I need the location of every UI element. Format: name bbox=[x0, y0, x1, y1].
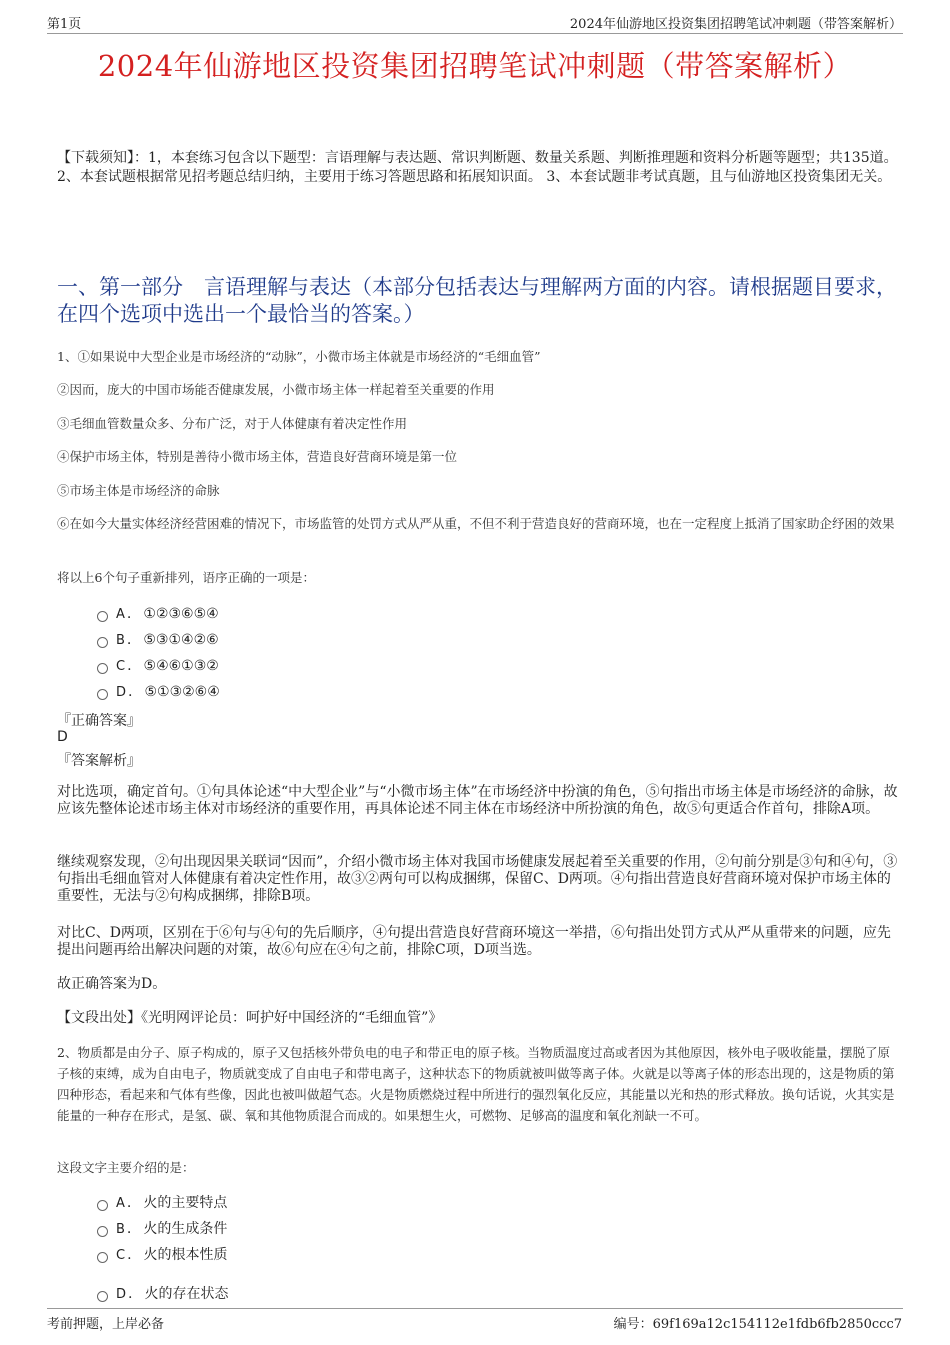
q1-option-a[interactable]: A . ①②③⑥⑤④ bbox=[97, 605, 219, 623]
q2-option-c[interactable]: C . 火的根本性质 bbox=[97, 1246, 228, 1264]
footer-divider bbox=[47, 1308, 903, 1309]
q1-sentence-5: ⑤市场主体是市场经济的命脉 bbox=[57, 483, 220, 498]
radio-icon[interactable] bbox=[97, 1200, 108, 1211]
radio-icon[interactable] bbox=[97, 1252, 108, 1263]
analysis-conclusion: 故正确答案为D。 bbox=[57, 976, 167, 992]
radio-icon[interactable] bbox=[97, 1291, 108, 1302]
q1-option-c[interactable]: C . ⑤④⑥①③② bbox=[97, 657, 219, 675]
q2-prompt: 这段文字主要介绍的是： bbox=[57, 1160, 195, 1175]
q1-sentence-6: ⑥在如今大量实体经济经营困难的情况下，市场监管的处罚方式从严从重，不但不利于营造良好的营商环境，也在一定程度上抵消了国家助企纾困的效果 bbox=[57, 516, 895, 531]
radio-icon[interactable] bbox=[97, 637, 108, 648]
page-title: 2024年仙游地区投资集团招聘笔试冲刺题（带答案解析） bbox=[97, 49, 853, 83]
q1-prompt: 将以上6个句子重新排列，语序正确的一项是： bbox=[57, 570, 315, 585]
q1-sentence-1: 1、①如果说中大型企业是市场经济的“动脉”，小微市场主体就是市场经济的“毛细血管” bbox=[57, 349, 541, 364]
q2-option-b[interactable]: B . 火的生成条件 bbox=[97, 1220, 227, 1238]
radio-icon[interactable] bbox=[97, 663, 108, 674]
header-divider bbox=[47, 33, 903, 34]
radio-icon[interactable] bbox=[97, 689, 108, 700]
footer-slogan: 考前押题，上岸必备 bbox=[47, 1317, 165, 1332]
answer-heading: 『正确答案』 bbox=[57, 713, 141, 729]
q1-sentence-4: ④保护市场主体，特别是善待小微市场主体，营造良好营商环境是第一位 bbox=[57, 449, 458, 464]
answer-value: D bbox=[57, 729, 68, 745]
q2-stem: 2、物质都是由分子、原子构成的，原子又包括核外带负电的电子和带正电的原子核。当物质温度过高或者因为其他原因，核外电子吸收能量，摆脱了原子核的束缚，成为自由电子，物质就变成了自由电子和带电离子，这种状态下的物质就被叫做等离子体。火就是以等离子体的形态出现的，这是物质的第四种形态，看起来和气体有些像，因此也被叫做超气态。火是物质燃烧过程中所进行的强烈氧化反应，其能量以光和热的形式释放。换句话说，火其实是能量的一种存在形式，是氢、碳、氧和其他物质混合而成的。如果想生火，可燃物、足够高的温度和氧化剂缺一不可。 bbox=[57, 1045, 895, 1123]
download-notice: 【下载须知】：1，本套练习包含以下题型：言语理解与表达题、常识判断题、数量关系题、判断推理题和资料分析题等题型；共135道。 2、本套试题根据常见招考题总结归纳，主要用于练习答题思路和拓展知识面。 3、本套试题非考试真题，且与仙游地区投资集团无关。 bbox=[57, 150, 898, 185]
q1-sentence-2: ②因而，庞大的中国市场能否健康发展，小微市场主体一样起着至关重要的作用 bbox=[57, 382, 495, 397]
header-doc-title: 2024年仙游地区投资集团招聘笔试冲刺题（带答案解析） bbox=[569, 17, 902, 32]
section-title: 一、第一部分 言语理解与表达（本部分包括表达与理解两方面的内容。请根据题目要求，在四个选项中选出一个最恰当的答案。） bbox=[57, 275, 897, 326]
q1-sentence-3: ③毛细血管数量众多、分布广泛，对于人体健康有着决定性作用 bbox=[57, 416, 408, 431]
footer-serial: 编号：69f169a12c154112e1fdb6fb2850ccc7 bbox=[613, 1317, 902, 1332]
analysis-heading: 『答案解析』 bbox=[57, 753, 141, 769]
q2-option-d[interactable]: D . 火的存在状态 bbox=[97, 1285, 228, 1303]
analysis-paragraph-2: 继续观察发现，②句出现因果关联词“因而”，介绍小微市场主体对我国市场健康发展起着至关重要的作用，②句前分别是③句和④句，③句指出毛细血管对人体健康有着决定性作用，故③②两句可以构成捆绑，保留C、D两项。④句指出营造良好营商环境对保护市场主体的重要性，无法与②句构成捆绑，排除B项。 bbox=[57, 854, 898, 904]
analysis-paragraph-3: 对比C、D两项，区别在于⑥句与④句的先后顺序，④句提出营造良好营商环境这一举措，⑥句指出处罚方式从严从重带来的问题，应先提出问题再给出解决问题的对策，故⑥句应在④句之前，排除C项，D项当选。 bbox=[57, 925, 891, 958]
radio-icon[interactable] bbox=[97, 1226, 108, 1237]
source-citation: 【文段出处】《光明网评论员：呵护好中国经济的“毛细血管”》 bbox=[57, 1010, 443, 1026]
page-number: 第1页 bbox=[47, 17, 82, 32]
radio-icon[interactable] bbox=[97, 611, 108, 622]
analysis-paragraph-1: 对比选项，确定首句。①句具体论述“中大型企业”与“小微市场主体”在市场经济中扮演的角色，⑤句指出市场主体是市场经济的命脉，故应该先整体论述市场主体对市场经济的重要作用，再具体论述不同主体在市场经济中所扮演的角色，故⑤句更适合作首句，排除A项。 bbox=[57, 784, 898, 817]
q2-option-a[interactable]: A . 火的主要特点 bbox=[97, 1194, 227, 1212]
q1-option-b[interactable]: B . ⑤③①④②⑥ bbox=[97, 631, 219, 649]
q1-option-d[interactable]: D . ⑤①③②⑥④ bbox=[97, 683, 220, 701]
